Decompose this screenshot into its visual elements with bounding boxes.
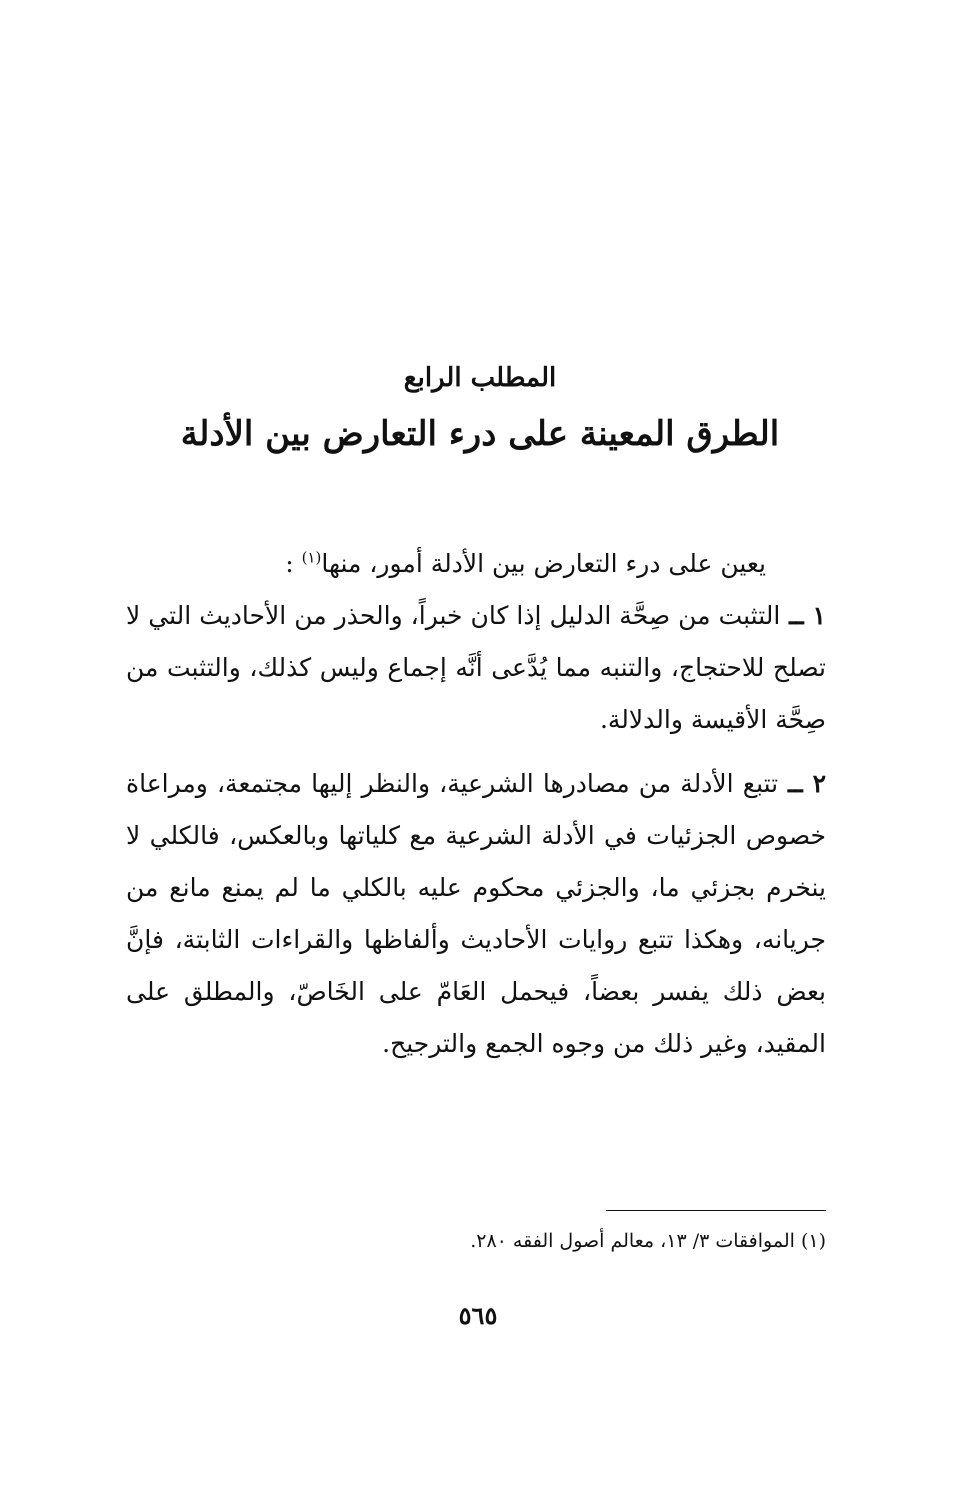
page-number: ٥٦٥	[458, 1301, 498, 1330]
item-text: التثبت من صِحَّة الدليل إذا كان خبراً، والحذر من الأحاديث التي لا تصلح للاحتجاج، والتنبه مما يُدَّعى أنَّه إجماع وليس كذلك، والتثبت من صِحَّة الأقيسة والدلالة.	[126, 601, 826, 734]
intro-text: يعين على درء التعارض بين الأدلة أمور، منها	[321, 549, 766, 578]
intro-paragraph	[126, 538, 826, 590]
footnote-text: الموافقات ٣/ ١٣، معالم أصول الفقه ٢٨٠.	[470, 1230, 795, 1252]
footnote-marker: (١)	[794, 1230, 826, 1252]
section-subtitle: المطلب الرابع	[403, 363, 557, 393]
body-text	[126, 538, 826, 1070]
footnote	[126, 1226, 826, 1256]
footnote-reference[interactable]: (١)	[301, 548, 322, 567]
section-title: الطرق المعينة على درء التعارض بين الأدلة	[180, 414, 780, 454]
item-number: ١ ــ	[780, 601, 826, 630]
list-item	[126, 590, 826, 746]
footnote-divider	[606, 1210, 826, 1211]
list-item	[126, 758, 826, 1070]
item-text: تتبع الأدلة من مصادرها الشرعية، والنظر إليها مجتمعة، ومراعاة خصوص الجزئيات في الأدلة الشرعية مع كلياتها وبالعكس، فالكلي لا ينخرم بجزئي ما، والجزئي محكوم عليه بالكلي ما لم يمنع مانع من جريانه، وهكذا تتبع روايات الأحاديث وألفاظها والقراءات الثابتة، فإنَّ بعض ذلك يفسر بعضاً، فيحمل العَامّ على الخَاصّ، والمطلق على المقيد، وغير ذلك من وجوه الجمع والترجيح.	[126, 769, 826, 1058]
item-number: ٢ ــ	[778, 769, 826, 798]
intro-suffix: :	[285, 549, 302, 578]
